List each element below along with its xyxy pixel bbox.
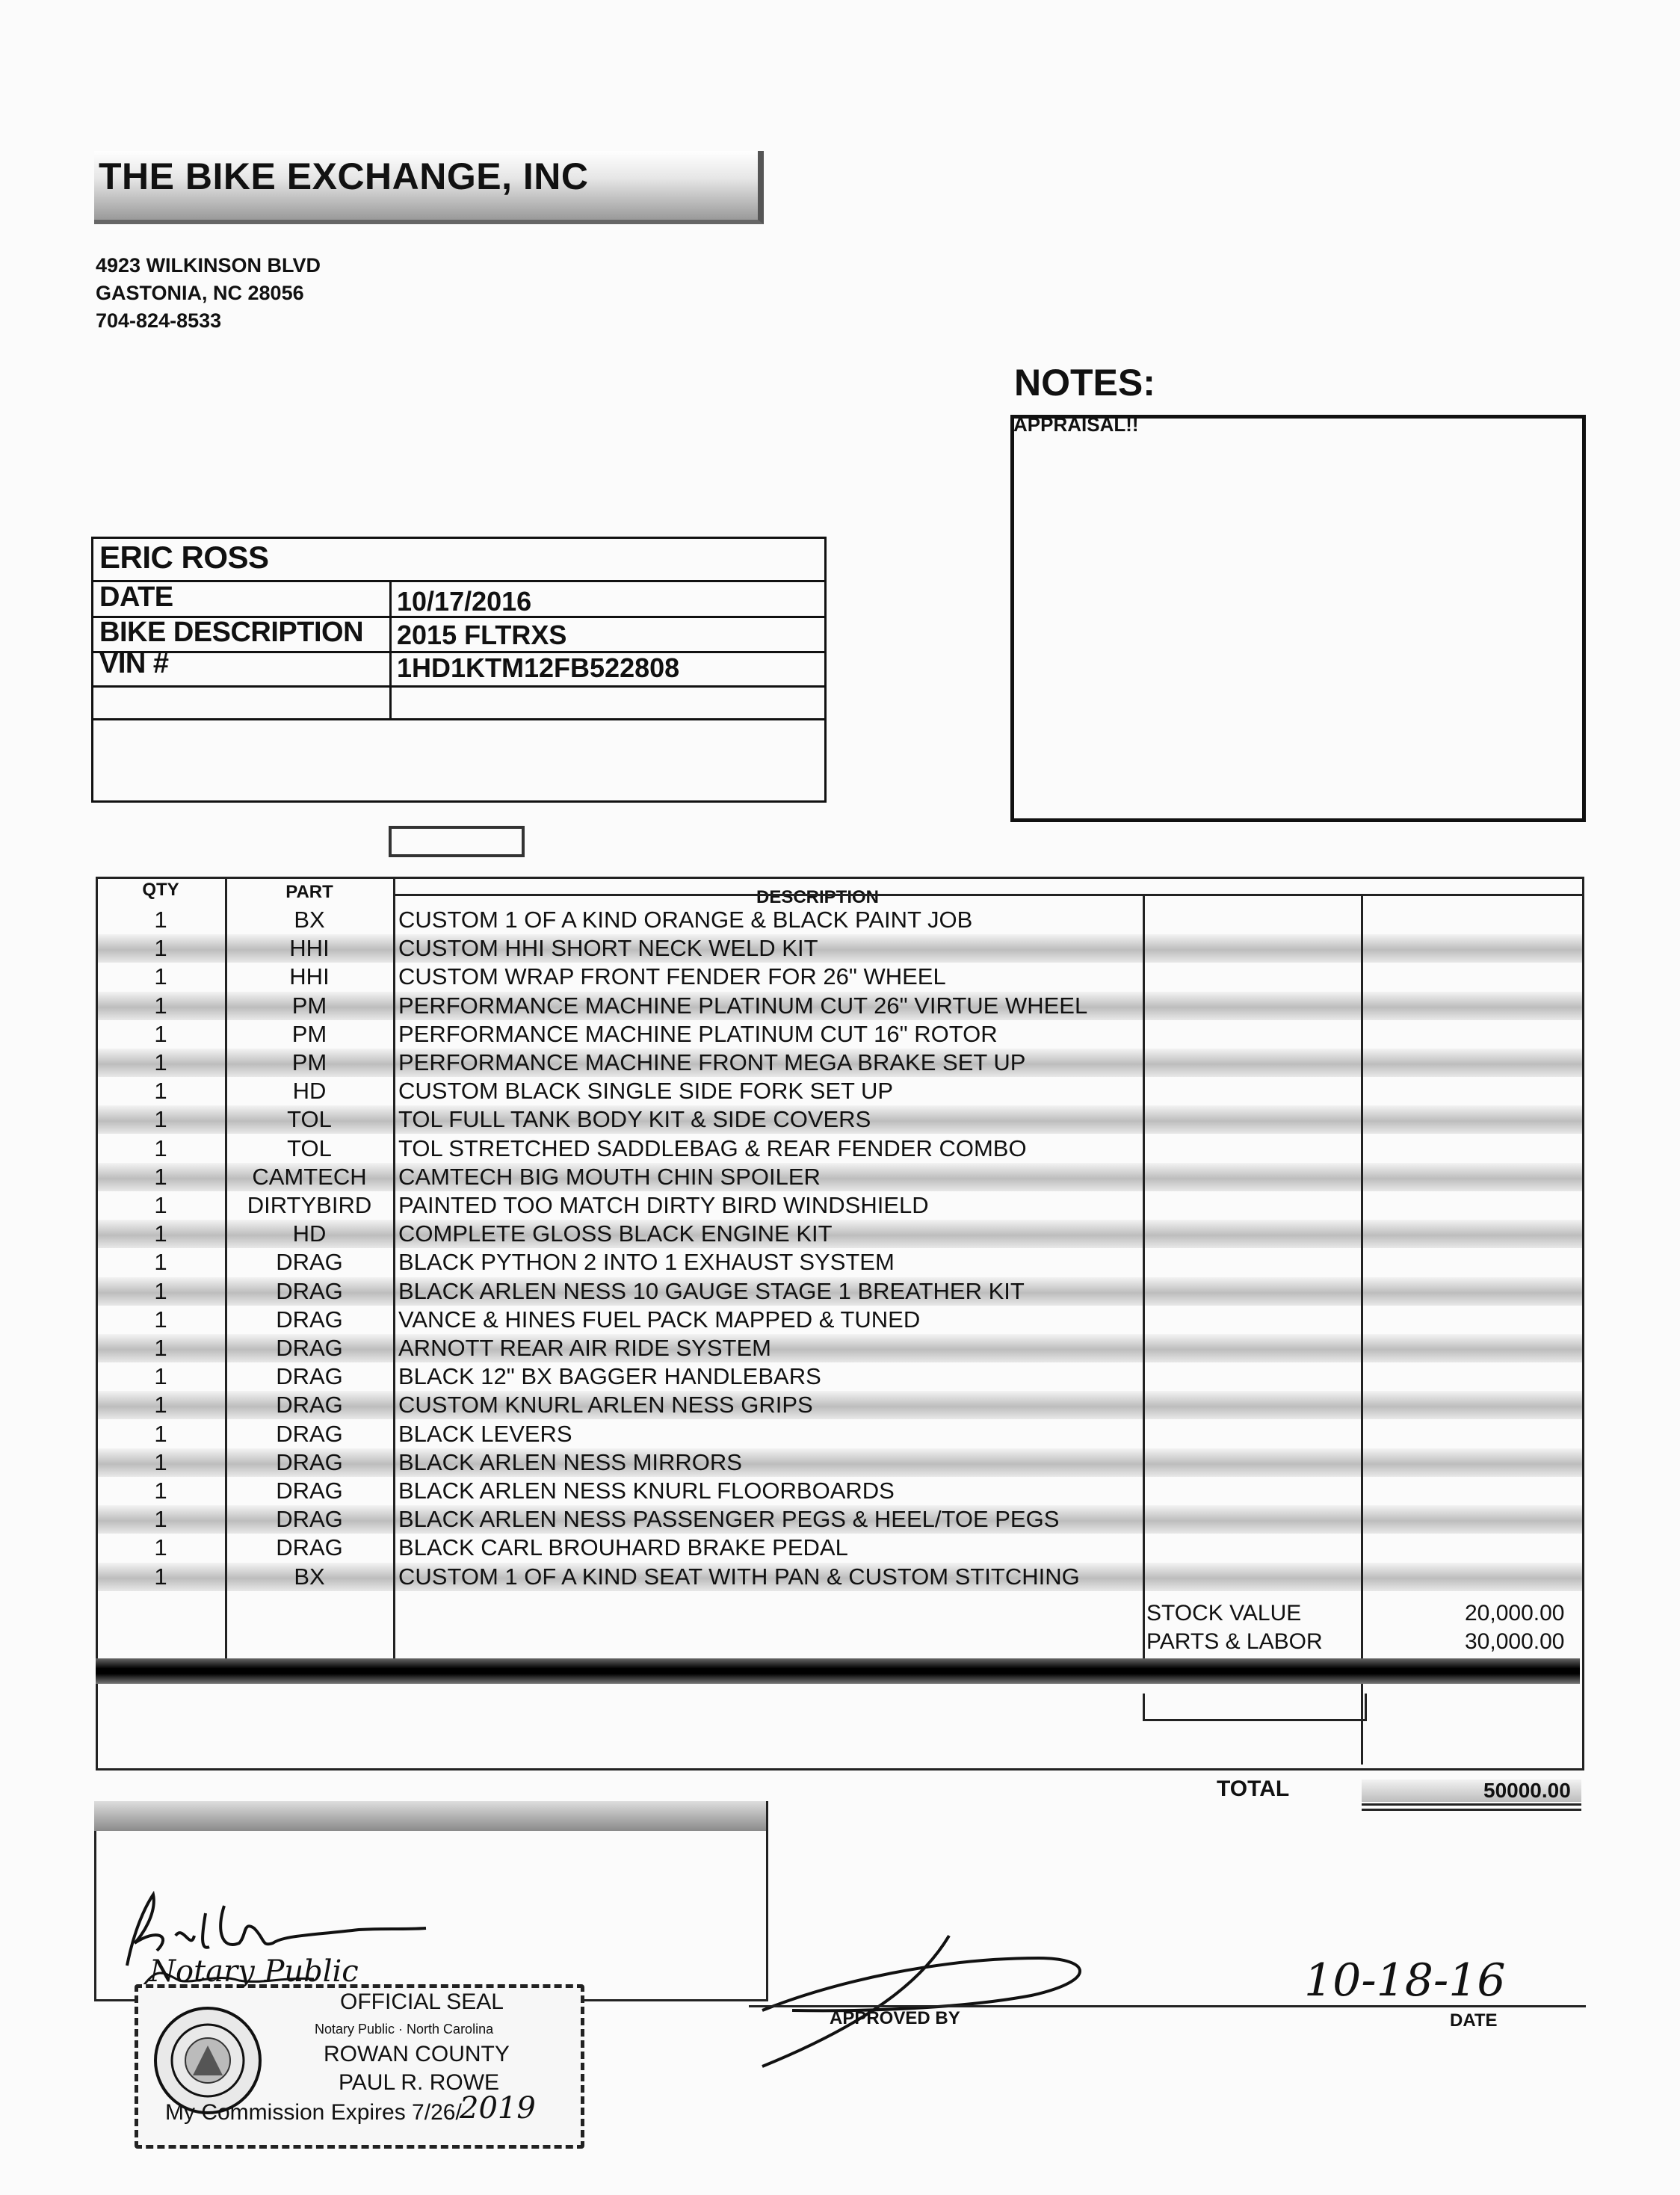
total-value: 50000.00 bbox=[1483, 1779, 1571, 1802]
part-cell: TOL bbox=[287, 1106, 332, 1133]
qty-cell: 1 bbox=[154, 935, 167, 962]
table-row bbox=[98, 1306, 1582, 1334]
part-cell: DRAG bbox=[276, 1448, 343, 1475]
part-cell: PM bbox=[291, 1049, 327, 1075]
seal-notary-name: PAUL R. ROWE bbox=[339, 2070, 500, 2095]
total-double-underline bbox=[1362, 1803, 1581, 1811]
description-cell: BLACK CARL BROUHARD BRAKE PEDAL bbox=[398, 1534, 848, 1561]
table-row bbox=[98, 1049, 1582, 1077]
description-cell: PERFORMANCE MACHINE FRONT MEGA BRAKE SET UP bbox=[398, 1049, 1026, 1075]
table-row bbox=[98, 963, 1582, 991]
notary-handwritten-title: Notary Public bbox=[149, 1954, 359, 1989]
qty-cell: 1 bbox=[154, 1020, 167, 1047]
part-cell: DRAG bbox=[276, 1249, 343, 1276]
description-cell: CUSTOM 1 OF A KIND SEAT WITH PAN & CUSTOM STITCHING bbox=[398, 1563, 1080, 1590]
table-row bbox=[98, 906, 1582, 934]
qty-cell: 1 bbox=[154, 1134, 167, 1161]
part-cell: BX bbox=[294, 907, 325, 933]
seal-county: ROWAN COUNTY bbox=[324, 2042, 510, 2066]
table-row bbox=[98, 1534, 1582, 1562]
table-row bbox=[98, 1277, 1582, 1306]
table-row bbox=[98, 1248, 1582, 1276]
seal-notary-line: Notary Public · North Carolina bbox=[315, 2022, 494, 2037]
table-row bbox=[98, 1362, 1582, 1391]
company-address-line2: GASTONIA, NC 28056 bbox=[96, 282, 304, 304]
customer-name: ERIC ROSS bbox=[99, 540, 269, 575]
qty-cell: 1 bbox=[154, 1506, 167, 1533]
description-cell: TOL FULL TANK BODY KIT & SIDE COVERS bbox=[398, 1106, 871, 1133]
parts-table bbox=[96, 877, 1584, 1770]
approved-by-label: APPROVED BY bbox=[830, 2008, 960, 2028]
description-cell: COMPLETE GLOSS BLACK ENGINE KIT bbox=[398, 1220, 833, 1247]
table-row bbox=[98, 1420, 1582, 1448]
total-label: TOTAL bbox=[1217, 1776, 1290, 1801]
table-row bbox=[98, 1134, 1582, 1163]
qty-cell: 1 bbox=[154, 1563, 167, 1590]
qty-cell: 1 bbox=[154, 907, 167, 933]
description-cell: CUSTOM BLACK SINGLE SIDE FORK SET UP bbox=[398, 1078, 894, 1105]
part-header: PART bbox=[285, 882, 333, 902]
description-cell: VANCE & HINES FUEL PACK MAPPED & TUNED bbox=[398, 1306, 921, 1333]
qty-cell: 1 bbox=[154, 1306, 167, 1333]
qty-cell: 1 bbox=[154, 992, 167, 1019]
part-cell: HHI bbox=[289, 935, 330, 962]
part-cell: DRAG bbox=[276, 1335, 343, 1361]
part-cell: PM bbox=[291, 1020, 327, 1047]
table-row bbox=[98, 934, 1582, 963]
parts-labor-value: 30,000.00 bbox=[1465, 1629, 1565, 1654]
handwritten-date: 10-18-16 bbox=[1304, 1954, 1506, 2007]
table-row bbox=[98, 992, 1582, 1020]
table-row bbox=[98, 1191, 1582, 1220]
notes-box bbox=[1010, 415, 1586, 822]
part-cell: CAMTECH bbox=[252, 1163, 367, 1190]
date-footer-label: DATE bbox=[1450, 2010, 1498, 2031]
parts-labor-label: PARTS & LABOR bbox=[1146, 1629, 1323, 1654]
qty-cell: 1 bbox=[154, 1363, 167, 1390]
part-cell: HHI bbox=[289, 963, 330, 990]
qty-cell: 1 bbox=[154, 1192, 167, 1218]
date-label: DATE bbox=[99, 581, 173, 613]
company-name: THE BIKE EXCHANGE, INC bbox=[99, 155, 589, 197]
notary-seal bbox=[135, 1984, 584, 2149]
totals-divider-band bbox=[96, 1658, 1580, 1684]
stock-value: 20,000.00 bbox=[1465, 1601, 1565, 1626]
table-row bbox=[98, 1505, 1582, 1534]
description-cell: BLACK ARLEN NESS 10 GAUGE STAGE 1 BREATHER KIT bbox=[398, 1277, 1025, 1304]
description-cell: CAMTECH BIG MOUTH CHIN SPOILER bbox=[398, 1163, 821, 1190]
signature-box-header bbox=[94, 1801, 766, 1831]
seal-expiration: My Commission Expires 7/26/ bbox=[165, 2100, 462, 2125]
part-cell: DRAG bbox=[276, 1534, 343, 1561]
seal-expiration-year: 2019 bbox=[460, 2091, 536, 2125]
part-cell: DRAG bbox=[276, 1277, 343, 1304]
table-row bbox=[98, 1163, 1582, 1191]
table-row bbox=[98, 1334, 1582, 1362]
description-cell: CUSTOM KNURL ARLEN NESS GRIPS bbox=[398, 1392, 813, 1418]
table-row bbox=[98, 1391, 1582, 1419]
qty-cell: 1 bbox=[154, 1448, 167, 1475]
vin-label: VIN # bbox=[99, 648, 169, 679]
stock-value-label: STOCK VALUE bbox=[1146, 1601, 1302, 1626]
table-row bbox=[98, 1105, 1582, 1134]
qty-cell: 1 bbox=[154, 1392, 167, 1418]
qty-cell: 1 bbox=[154, 1534, 167, 1561]
qty-cell: 1 bbox=[154, 1478, 167, 1504]
description-cell: CUSTOM 1 OF A KIND ORANGE & BLACK PAINT JOB bbox=[398, 907, 973, 933]
table-row bbox=[98, 1077, 1582, 1105]
bike-description-label: BIKE DESCRIPTION bbox=[99, 617, 364, 648]
qty-header: QTY bbox=[142, 880, 179, 900]
company-phone: 704-824-8533 bbox=[96, 309, 222, 332]
bike-description-value: 2015 FLTRXS bbox=[397, 620, 567, 650]
part-cell: DRAG bbox=[276, 1478, 343, 1504]
empty-field-box bbox=[389, 826, 525, 857]
qty-cell: 1 bbox=[154, 1106, 167, 1133]
table-row bbox=[98, 1020, 1582, 1049]
description-cell: TOL STRETCHED SADDLEBAG & REAR FENDER COMBO bbox=[398, 1134, 1027, 1161]
qty-cell: 1 bbox=[154, 963, 167, 990]
table-row bbox=[98, 1477, 1582, 1505]
notes-title: NOTES: bbox=[1014, 362, 1155, 404]
description-header: DESCRIPTION bbox=[756, 887, 879, 907]
description-cell: BLACK ARLEN NESS KNURL FLOORBOARDS bbox=[398, 1478, 895, 1504]
qty-cell: 1 bbox=[154, 1277, 167, 1304]
customer-info-box bbox=[91, 537, 827, 803]
company-address-line1: 4923 WILKINSON BLVD bbox=[96, 254, 321, 277]
part-cell: PM bbox=[291, 992, 327, 1019]
description-cell: PERFORMANCE MACHINE PLATINUM CUT 26" VIRTUE WHEEL bbox=[398, 992, 1088, 1019]
qty-cell: 1 bbox=[154, 1049, 167, 1075]
part-cell: DRAG bbox=[276, 1392, 343, 1418]
seal-title: OFFICIAL SEAL bbox=[340, 1989, 504, 2014]
description-cell: BLACK ARLEN NESS PASSENGER PEGS & HEEL/TOE PEGS bbox=[398, 1506, 1060, 1533]
qty-cell: 1 bbox=[154, 1163, 167, 1190]
part-cell: BX bbox=[294, 1563, 325, 1590]
table-row bbox=[98, 1220, 1582, 1248]
table-row bbox=[98, 1563, 1582, 1591]
description-cell: CUSTOM WRAP FRONT FENDER FOR 26" WHEEL bbox=[398, 963, 946, 990]
vin-value: 1HD1KTM12FB522808 bbox=[397, 652, 680, 683]
part-cell: DRAG bbox=[276, 1363, 343, 1390]
description-cell: PAINTED TOO MATCH DIRTY BIRD WINDSHIELD bbox=[398, 1192, 929, 1218]
qty-cell: 1 bbox=[154, 1335, 167, 1361]
description-cell: BLACK 12" BX BAGGER HANDLEBARS bbox=[398, 1363, 821, 1390]
description-cell: BLACK ARLEN NESS MIRRORS bbox=[398, 1448, 742, 1475]
description-cell: BLACK LEVERS bbox=[398, 1420, 572, 1447]
part-cell: DRAG bbox=[276, 1306, 343, 1333]
part-cell: DRAG bbox=[276, 1420, 343, 1447]
part-cell: TOL bbox=[287, 1134, 332, 1161]
part-cell: HD bbox=[292, 1078, 327, 1105]
part-cell: HD bbox=[292, 1220, 327, 1247]
qty-cell: 1 bbox=[154, 1420, 167, 1447]
qty-cell: 1 bbox=[154, 1078, 167, 1105]
description-cell: CUSTOM HHI SHORT NECK WELD KIT bbox=[398, 935, 818, 962]
description-cell: BLACK PYTHON 2 INTO 1 EXHAUST SYSTEM bbox=[398, 1249, 895, 1276]
qty-cell: 1 bbox=[154, 1249, 167, 1276]
table-header bbox=[98, 879, 1582, 906]
description-cell: ARNOTT REAR AIR RIDE SYSTEM bbox=[398, 1335, 771, 1361]
approver-signature bbox=[747, 1928, 1099, 2078]
date-value: 10/17/2016 bbox=[397, 586, 532, 617]
notes-text: APPRAISAL!! bbox=[1013, 413, 1139, 436]
part-cell: DRAG bbox=[276, 1506, 343, 1533]
qty-cell: 1 bbox=[154, 1220, 167, 1247]
part-cell: DIRTYBIRD bbox=[247, 1192, 372, 1218]
description-cell: PERFORMANCE MACHINE PLATINUM CUT 16" ROTOR bbox=[398, 1020, 998, 1047]
table-row bbox=[98, 1448, 1582, 1477]
